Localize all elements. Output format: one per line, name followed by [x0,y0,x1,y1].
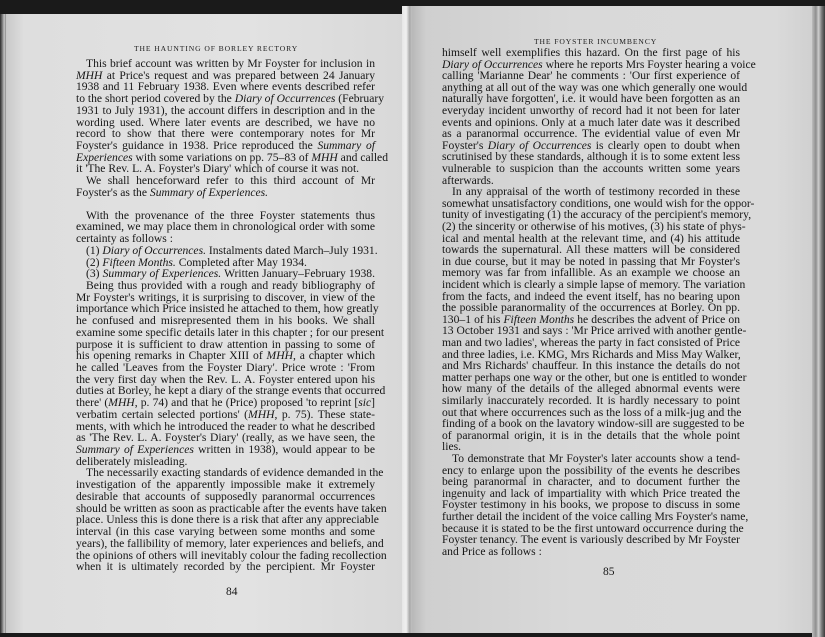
text-line: similarly inaccurately recorded. It is hardly necessary to point [442,394,740,407]
text-line: everyday incident unworthy of record had it not been for later [442,104,740,117]
text-line: wording used. Where later events are described, we have no [76,115,375,129]
page-number: 85 [603,566,615,578]
text-line: Experiences with some variations on pp. 75–83 of MHH and called [76,150,388,164]
right-page [412,6,816,633]
text-line: calling 'Marianne Dear' he comments : 'Our first experience of [442,69,740,83]
text-line: his opening remarks in Chapter XIII of MHH, a chapter which [76,349,376,363]
text-line: Summary of Experiences written in 1938), would appear to be [76,443,375,457]
text-line: With the provenance of the three Foyster statements thus [86,208,375,222]
text-line: memory was far from infallible. As an example we choose an [442,266,740,280]
text-line: 13 October 1931 and says : 'Mr Price arrived with another gentle- [442,324,747,338]
text-line: it 'The Rev. L. A. Foyster's Diary' which of course it was not. [76,162,360,176]
text-line: deliberately misleading. [76,454,188,468]
text-line: he called 'Leaves from the Foyster Diary'. Price wrote : 'From [76,361,375,374]
text-line: Foyster tenancy. The event is variously described by Mr Foyster [442,533,740,547]
text-line: This brief account was written by Mr Foyster for inclusion in [86,57,375,70]
text-line: interval (in this case varying between some months and some [76,525,375,539]
text-line: (2) Fifteen Months. Completed after May 1934. [86,255,307,269]
text-line: record to show that there were contemporary notes for Mr [76,127,375,141]
text-line: ical and mental health at the relevant time, and (4) his attitude [442,231,740,245]
text-line: finding of a book on the lavatory window-sill are suggested to be [442,417,745,431]
text-line: the possible paranormality of the occurrences at Borley. On pp. [442,301,740,315]
text-line: importance which Price insisted he attached to them, how greatly [76,302,379,316]
text-line: somewhat unsatisfactory conditions, one would wish for the oppor- [442,196,755,210]
text-line: out that where occurrences such as the loss of a milk-jug and the [442,405,742,419]
text-line: investigation of the apparently impossible make it extremely [76,478,375,492]
text-line: as 'The Rev. L. A. Foyster's Diary' (really, as we have seen, the [76,431,375,445]
text-line: We shall henceforward refer to this third account of Mr [86,174,375,188]
text-line: Foyster's guidance in 1938. Price reproduced the Summary of [76,139,375,153]
text-line: the very first day when the Rev. L. A. Foyster entered upon his [76,372,375,386]
text-line: should be written as soon as practicable after the events have taken [76,501,387,515]
text-line: Foyster testimony in his books, we propose to discuss in some [442,498,740,512]
text-line: (1) Diary of Occurrences. Instalments dated March–July 1931. [86,243,378,257]
text-line: man and two ladies', whereas the party in fact consisted of Price [442,336,740,349]
text-line: (2) the sincerity or otherwise of his motives, (3) his state of phys- [442,220,746,233]
text-line: because it is stated to be the first untoward occurrence during the [442,521,744,535]
text-line: purpose it is sufficient to draw attention in passing to some of [76,337,375,351]
text-line: being paranormal in character, and to document further the [442,475,740,489]
text-line: To demonstrate that Mr Foyster's later accounts show a tend- [452,452,740,465]
running-head: THE HAUNTING OF BORLEY RECTORY [134,44,299,53]
text-line: anything at all out of the way was one which generally one would [442,80,748,94]
text-line: MHH at Price's request and was prepared between 24 January [76,68,375,82]
text-line: 1938 and 11 February 1938. Even where events described refer [76,80,375,94]
text-line: examine some specific details later in this chapter ; for our present [76,325,385,339]
text-line: he confused and misrepresented them in his books. We shall [76,314,375,328]
text-line: as a paranormal occurrence. The evidential value of even Mr [442,127,740,141]
text-line: Being thus provided with a rough and ready bibliography of [86,278,375,292]
page-number: 84 [226,586,238,598]
text-line: verbatim certain selected portions' (MHH, p. 75). These state- [76,407,375,421]
text-line: (3) Summary of Experiences. Written January–February 1938. [86,267,375,281]
text-line: naturally have forgotten', i.e. it would have been forgotten as an [442,92,740,106]
text-line: in due course, but it may be noted in passing that Mr Foyster's [442,254,740,268]
text-line: of paranormal origin, it is in the details that the whole point [442,428,740,442]
text-line: place. Unless this is done there is a risk that after any appreciable [76,513,379,527]
text-line: further detail the incident of the voice calling Mrs Foyster's name, [442,510,749,523]
text-line: tunity of investigating (1) the accuracy of the percipient's memory, [442,208,752,222]
text-line: ingenuity and lack of impartiality with which Price treated the [442,486,740,500]
text-line: the opinions of others will inevitably colour the fading recollection [76,548,387,562]
text-line: duties at Borley, he kept a diary of the strange events that occurred [76,384,386,398]
left-page [6,14,408,633]
running-head: THE FOYSTER INCUMBENCY [534,37,658,46]
text-line: vulnerable to suspicion than the accounts written some years [442,162,740,175]
text-line: to the short period covered by the Diary of Occurrences (February [76,92,385,106]
text-line: when it is ultimately recorded by the percipient. Mr Foyster [76,560,375,574]
text-line: Mr Foyster's writings, it is surprising to discover, in view of the [76,290,375,304]
text-line: Foyster's as the Summary of Experiences. [76,185,269,199]
text-line: and Price as follows : [442,544,542,558]
text-line: certainty as follows : [76,232,173,246]
text-line: incident which is clearly a simple lapse of memory. The variation [442,278,746,291]
text-line: Foyster's Diary of Occurrences is clearly open to doubt when [442,138,740,152]
text-line: himself well exemplifies this hazard. On the first page of his [442,46,740,59]
text-line: In any appraisal of the worth of testimony recorded in these [452,185,740,199]
text-line: and Mrs Richards' chauffeur. In this instance the details do not [442,359,740,373]
text-line: afterwards. [442,173,494,187]
text-line: scrutinised by these standards, although it is to some extent less [442,150,740,164]
text-line: 1931 to July 1931), the account differs in description and in the [76,103,375,117]
right-book-edge [812,6,825,637]
text-line: events and opinions. Only at a much later date was it described [442,115,740,129]
text-line: from the facts, and indeed the event itself, has no bearing upon [442,289,740,303]
text-line: desirable that accounts of supposedly paranormal occurrences [76,489,375,503]
text-line: ency to enlarge upon the possibility of the events he describes [442,463,740,477]
text-line: how many of the details of the alleged abnormal events were [442,382,740,396]
text-line: Diary of Occurrences where he reports Mrs Foyster hearing a voice [442,57,756,71]
text-line: and three ladies, i.e. KMG, Mrs Richards and Miss May Walker, [442,347,741,361]
text-line: The necessarily exacting standards of evidence demanded in the [86,466,384,480]
text-line: towards the supernatural. All these matters will be considered [442,243,740,257]
text-line: there' (MHH, p. 74) and that he (Price) proposed 'to reprint [sic] [76,396,375,410]
text-line: matter perhaps one way or the other, but one is entitled to wonder [442,370,747,384]
text-line: years), the fallibility of memory, later experiences and beliefs, and [76,536,384,550]
text-line: examined, we may place them in chronological order with some [76,220,375,234]
text-line: lies. [442,440,461,454]
text-line: ments, with which he introduced the reader to what he described [76,419,376,433]
text-line: 130–1 of his Fifteen Months he describes the advent of Price on [442,312,741,326]
